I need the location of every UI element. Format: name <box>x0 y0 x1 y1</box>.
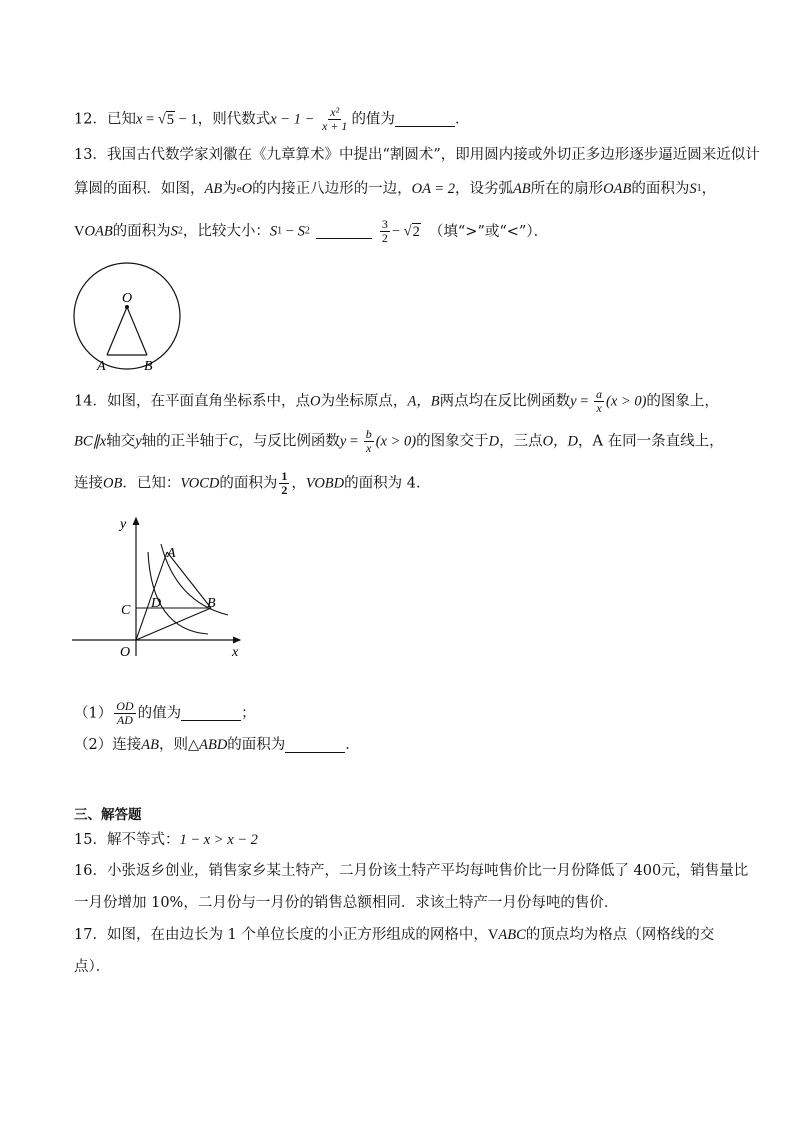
q14-text: 14．如图，在平面直角坐标系中，点 <box>74 393 310 410</box>
q13-minus2: − <box>391 223 404 240</box>
q12-minus1: − 1 <box>175 111 198 128</box>
q12-var: x <box>135 111 143 128</box>
q13-text: ， <box>701 181 717 197</box>
q12-sqrt: √5 <box>157 111 175 128</box>
q12-end: ． <box>454 111 470 128</box>
section-3-heading: 三、解答题 <box>74 807 142 823</box>
q14-o: O <box>309 393 321 410</box>
q14-text: 的面积为 <box>219 475 278 492</box>
q17-abc: ABC <box>498 927 526 943</box>
q13-s2-sub: 2 <box>177 225 183 237</box>
q14-coordinate-figure <box>68 510 248 660</box>
question-16-line2: 一月份增加 10%，二月份与一月份的销售总额相同．求该土特产一月份每吨的售价． <box>74 895 619 911</box>
q12-frac-num: x² <box>330 105 340 119</box>
q14-eq: = <box>346 433 362 450</box>
q14-half-den: 2 <box>281 483 288 497</box>
q14-text: ．已知： <box>122 475 181 492</box>
q14-frac-b-num: b <box>365 427 372 441</box>
q13-s2: S <box>297 223 305 240</box>
q13-s2: S <box>170 223 178 240</box>
q14-label-y: y <box>120 517 127 532</box>
q14-line-ob <box>136 608 211 640</box>
q14-p1-fraction <box>114 700 135 727</box>
q12-text: 已知 <box>106 111 136 128</box>
q14-condition: (x > 0) <box>375 433 417 450</box>
q13-line-ob <box>127 307 147 355</box>
q14-p2-answer-blank[interactable] <box>285 738 345 753</box>
q14-bc-parallel: BC∥x <box>74 433 107 450</box>
q13-s1-sub: 1 <box>277 225 283 237</box>
q14-text: （2）连接 <box>74 737 142 753</box>
q14-text: ，三点 <box>499 433 543 450</box>
q13-text: ，比较大小： <box>182 223 270 240</box>
q13-answer-blank[interactable] <box>316 224 372 239</box>
q13-circle-symbol: e <box>236 183 242 195</box>
q14-text: 的面积为 4． <box>344 475 431 492</box>
q14-text: 的图象交于 <box>416 433 489 450</box>
q13-oab: OAB <box>603 181 632 197</box>
q13-text: 为 <box>222 181 237 197</box>
question-14-line3 <box>74 470 430 497</box>
q14-text: ，与反比例函数 <box>238 433 340 450</box>
q17-text: 的顶点均为格点（网格线的交 <box>525 927 715 943</box>
q13-oab: OAB <box>84 223 113 240</box>
q14-ocd: VOCD <box>180 475 220 492</box>
q13-s1: S <box>269 223 278 240</box>
q13-text: 所在的扇形 <box>530 181 604 197</box>
q13-circle <box>74 263 180 369</box>
question-17-line1 <box>74 924 714 946</box>
q14-text: ． <box>345 737 360 753</box>
q14-p1-number: （1） <box>74 705 113 722</box>
q14-frac-a-num: a <box>596 387 603 401</box>
q14-text: 轴的正半轴于 <box>141 433 229 450</box>
q14-y-axis: y <box>135 433 142 450</box>
q14-label-x: x <box>232 645 239 660</box>
q13-arc-ab: AB <box>512 181 531 197</box>
question-14-line2 <box>74 428 724 455</box>
q13-text: ，设劣弧 <box>454 181 513 197</box>
q14-eq: = <box>576 393 593 410</box>
q14-text: 为坐标原点， <box>320 393 408 410</box>
q15-text: 15．解不等式： <box>74 832 180 848</box>
question-15 <box>74 829 258 851</box>
q14-text: 两点均在反比例函数 <box>439 393 571 410</box>
q14-text: 的面积为 <box>227 737 286 753</box>
q14-condition: (x > 0) <box>606 393 647 410</box>
q14-text: 的图象上， <box>646 393 719 410</box>
q14-frac-b-den: x <box>366 441 372 455</box>
q13-oa: OA = 2 <box>411 181 455 197</box>
q13-label-o: O <box>122 291 133 306</box>
q14-text: ，A 在同一条直线上， <box>578 433 724 450</box>
q13-triangle-symbol: V <box>74 223 85 240</box>
q14-y: y <box>339 433 347 450</box>
q14-od: O，D <box>542 433 579 450</box>
q14-label-c: C <box>121 603 131 618</box>
q14-frac-a-den: x <box>596 401 602 415</box>
q17-triangle-symbol: V <box>487 927 499 943</box>
q14-part1 <box>74 700 256 727</box>
q14-y: y <box>570 393 577 410</box>
q12-fraction <box>320 106 349 133</box>
question-12 <box>74 106 469 133</box>
q13-text: 的面积为 <box>631 181 690 197</box>
q14-p1-den: AD <box>116 713 133 727</box>
q13-sqrt: √2 <box>403 223 420 240</box>
q13-text: （填“>”或“<”）． <box>428 223 549 240</box>
q13-label-a: A <box>97 359 106 374</box>
q13-text: 的内接正八边形的一边， <box>252 181 412 197</box>
q14-ab: A，B <box>407 393 440 410</box>
q14-text: 轴交 <box>106 433 136 450</box>
q12-text3: 的值为 <box>351 111 395 128</box>
q14-p1-answer-blank[interactable] <box>181 706 241 721</box>
q14-abd: ABD <box>199 737 228 753</box>
q13-s1-sub: 1 <box>696 183 702 194</box>
q14-text: ，则△ <box>158 737 200 753</box>
question-14-line1 <box>74 388 719 415</box>
q14-ob: OB <box>103 475 123 492</box>
q14-d: D <box>488 433 500 450</box>
q14-fraction-a <box>594 388 604 415</box>
question-17-line2: 点）． <box>74 959 111 975</box>
q14-label-d: D <box>151 596 162 611</box>
q14-p1-num: OD <box>116 699 134 713</box>
q14-c: C <box>228 433 239 450</box>
q13-ab: AB <box>204 181 223 197</box>
q13-text: 的面积为 <box>112 223 171 240</box>
q14-half-num: 1 <box>281 469 288 483</box>
q13-circle-figure <box>70 262 184 376</box>
q12-number: 12． <box>74 111 107 128</box>
q13-o: O <box>241 181 253 197</box>
q13-s1: S <box>689 181 697 197</box>
question-13-line1: 13．我国古代数学家刘徽在《九章算术》中提出“割圆术”，即用圆内接或外切正多边形逐步逼近圆来近似计 <box>74 147 760 163</box>
q12-eq: = <box>142 111 158 128</box>
q13-fraction <box>380 218 390 245</box>
q13-frac-num: 3 <box>381 217 388 231</box>
q13-line-oa <box>107 307 127 355</box>
question-13-line3 <box>74 218 548 245</box>
q13-text: 算圆的面积．如图， <box>74 181 205 197</box>
q13-radicand: 2 <box>412 223 420 240</box>
q13-minus: − <box>282 223 298 240</box>
q14-ab: AB <box>141 737 159 753</box>
q14-text: 连接 <box>74 475 103 492</box>
q12-answer-blank[interactable] <box>395 112 455 127</box>
q14-obd: VOBD <box>305 475 345 492</box>
q15-expr: 1 − x > x − 2 <box>179 832 258 848</box>
q14-part2 <box>74 734 360 756</box>
q14-text: ； <box>241 705 256 722</box>
q14-label-b: B <box>207 596 216 611</box>
q13-s2-sub: 2 <box>304 225 310 237</box>
q14-text: 的值为 <box>137 705 182 722</box>
q12-radicand: 5 <box>166 111 175 128</box>
q14-text: ， <box>291 475 306 492</box>
question-16-line1: 16．小张返乡创业，销售家乡某土特产，二月份该土特产平均每吨售价比一月份降低了 400元，销售量比 <box>74 863 749 879</box>
q12-frac-den: x + 1 <box>322 119 348 133</box>
q13-frac-den: 2 <box>381 231 388 245</box>
q12-expr: x − 1 − <box>270 111 318 128</box>
q14-half <box>279 470 289 497</box>
question-13-line2 <box>74 178 716 200</box>
q17-text: 17．如图，在由边长为 1 个单位长度的小正方形组成的网格中， <box>74 927 488 943</box>
q12-text2: ，则代数式 <box>197 111 271 128</box>
q14-fraction-b <box>364 428 374 455</box>
q14-label-a: A <box>167 546 176 561</box>
q14-label-o: O <box>120 645 131 660</box>
q13-label-b: B <box>144 359 153 374</box>
